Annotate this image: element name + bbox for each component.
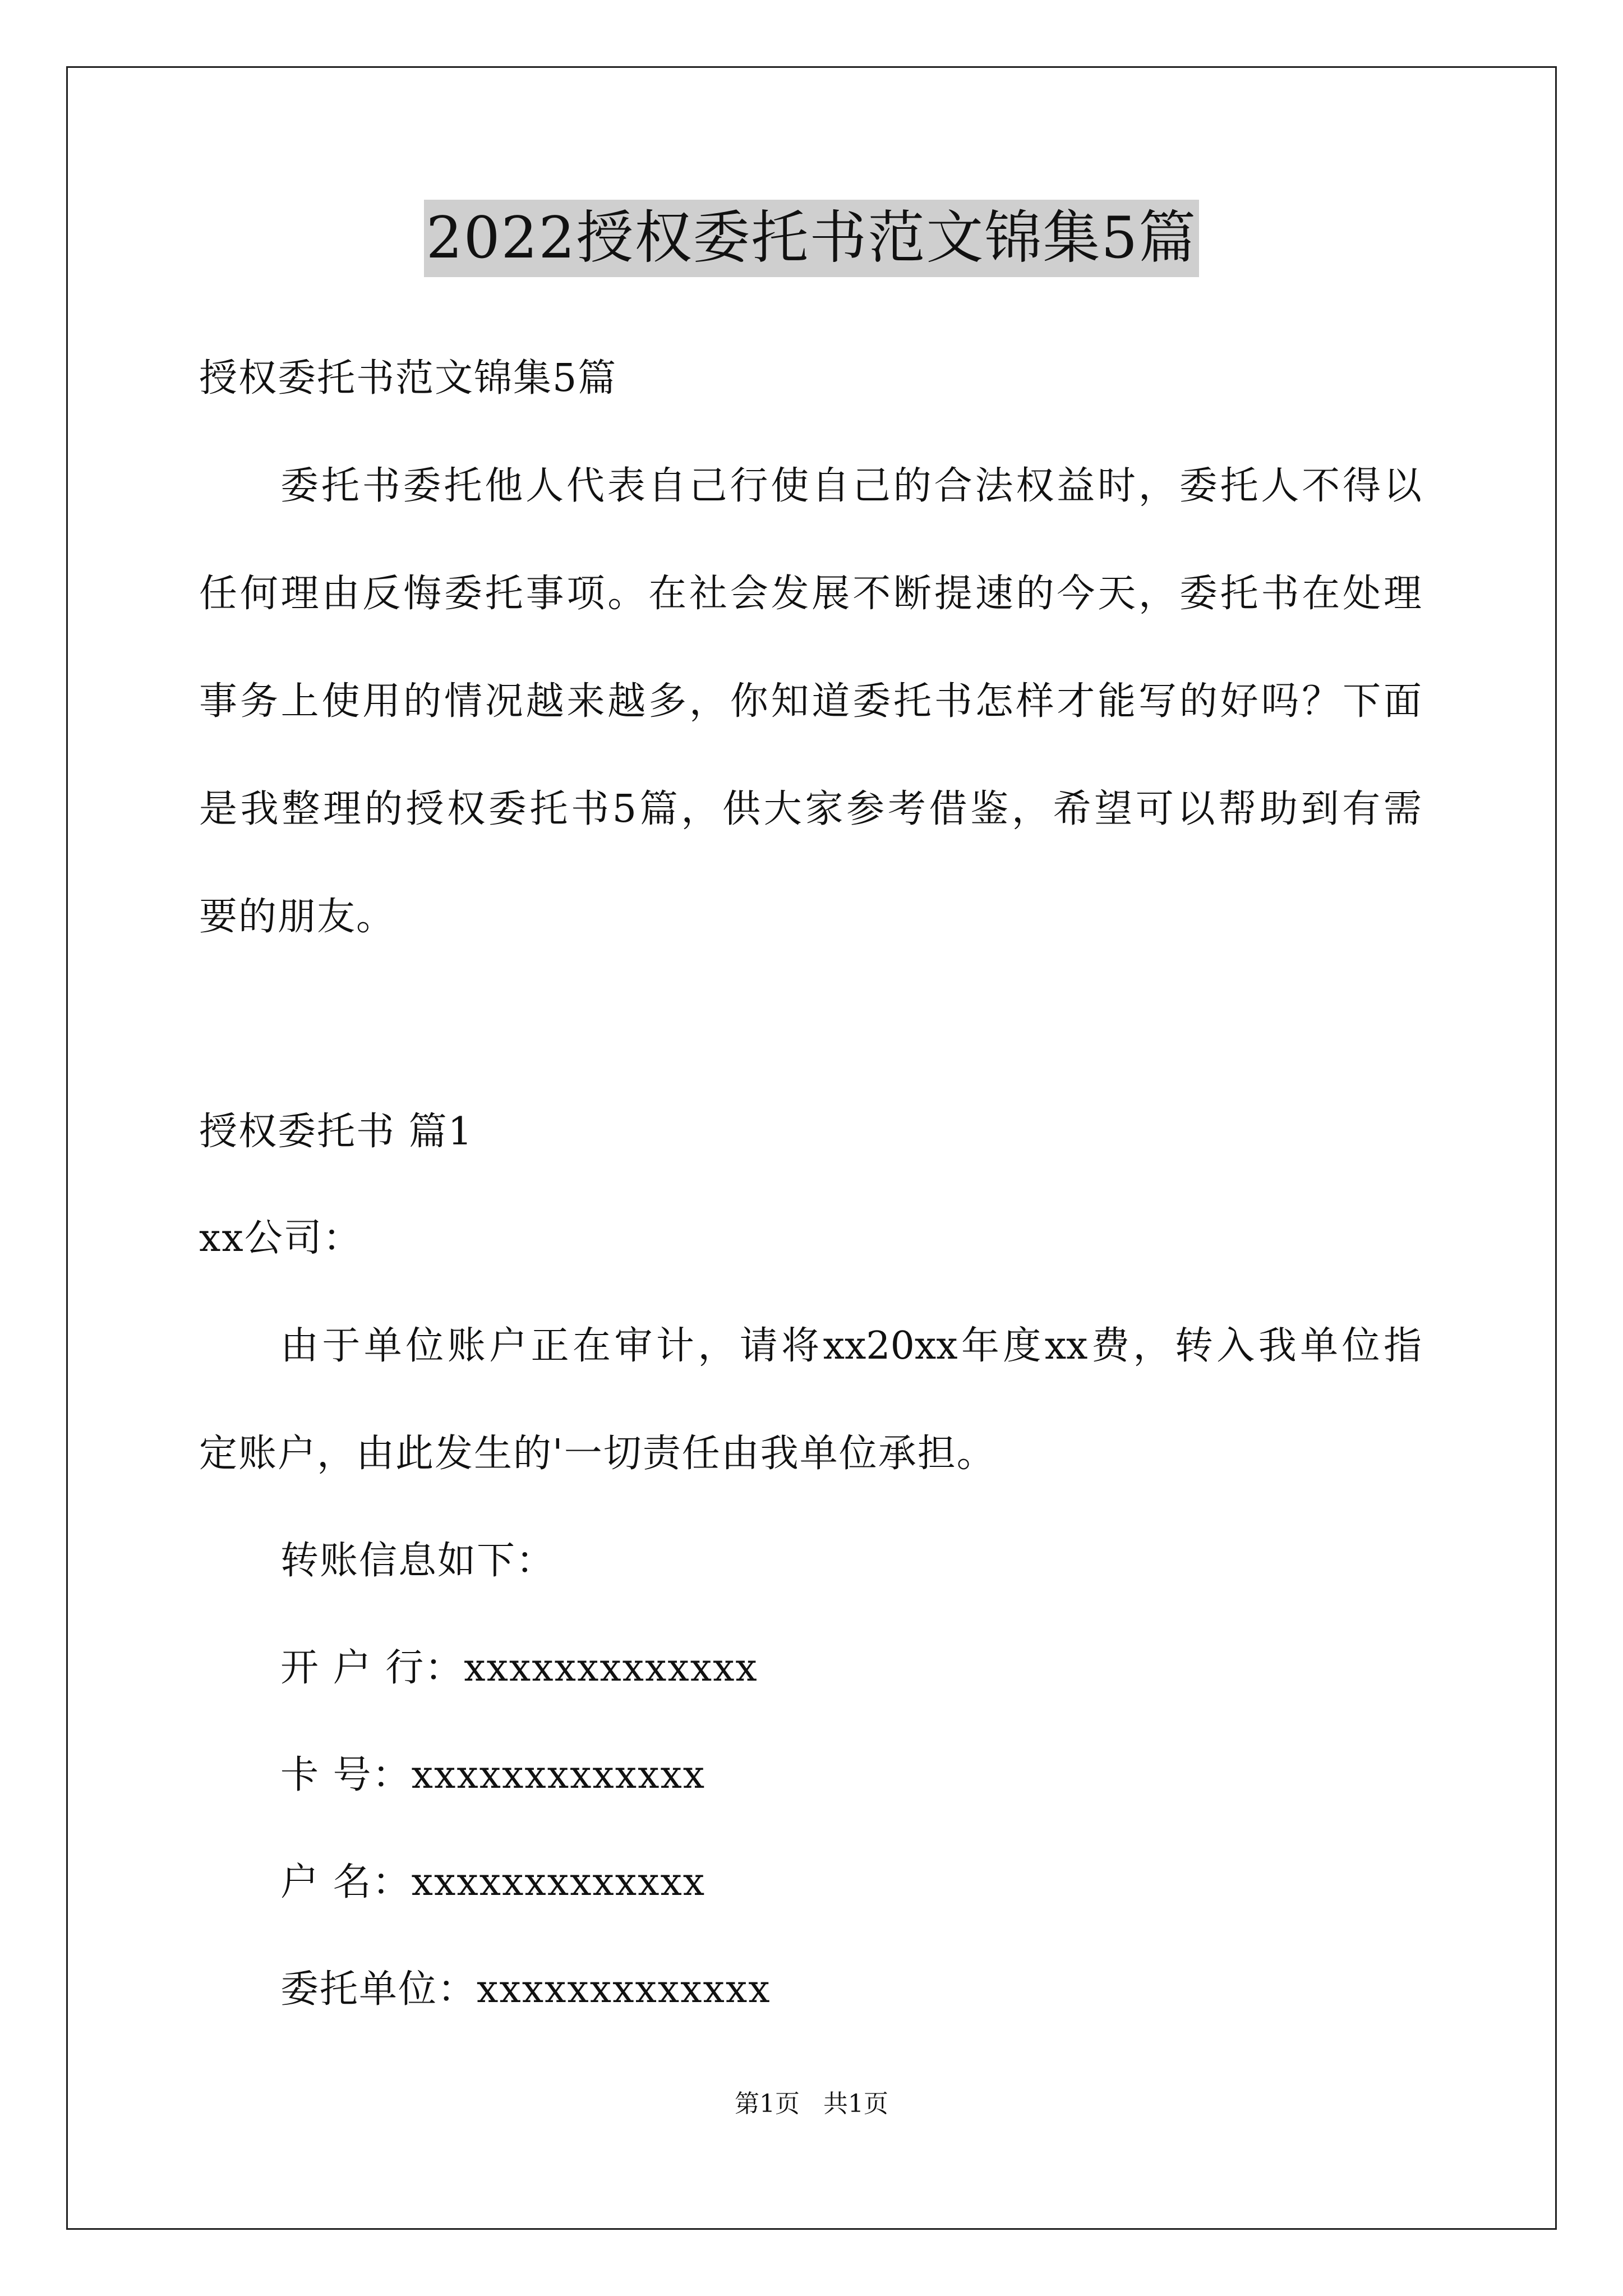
intro-line-5: 要的朋友。 bbox=[199, 895, 396, 939]
title-container bbox=[0, 200, 1623, 277]
document-subtitle: 授权委托书范文锦集5篇 bbox=[199, 356, 617, 401]
field-bank: 开 户 行：xxxxxxxxxxxxx bbox=[280, 1646, 758, 1690]
field-card-number: 卡 号：xxxxxxxxxxxxx bbox=[280, 1753, 706, 1797]
addressee: xx公司： bbox=[199, 1216, 362, 1260]
intro-line-1: 委托书委托他人代表自己行使自己的合法权益时，委托人不得以 bbox=[280, 464, 1422, 508]
intro-line-2: 任何理由反悔委托事项。在社会发展不断提速的今天，委托书在处理 bbox=[199, 572, 1422, 616]
transfer-heading: 转账信息如下： bbox=[280, 1539, 556, 1583]
intro-line-4: 是我整理的授权委托书5篇，供大家参考借鉴，希望可以帮助到有需 bbox=[199, 787, 1422, 831]
field-entrusting-unit: 委托单位：xxxxxxxxxxxxx bbox=[280, 1967, 771, 2012]
document-title: 2022授权委托书范文锦集5篇 bbox=[424, 200, 1199, 277]
intro-line-3: 事务上使用的情况越来越多，你知道委托书怎样才能写的好吗？下面 bbox=[199, 679, 1422, 724]
field-account-name: 户 名：xxxxxxxxxxxxx bbox=[280, 1860, 706, 1904]
body-line-2: 定账户，由此发生的'一切责任由我单位承担。 bbox=[199, 1432, 996, 1476]
page-footer: 第1页 共1页 bbox=[735, 2090, 888, 2118]
body-line-1: 由于单位账户正在审计，请将xx20xx年度xx费，转入我单位指 bbox=[280, 1324, 1422, 1368]
section-heading: 授权委托书 篇1 bbox=[199, 1110, 473, 1154]
